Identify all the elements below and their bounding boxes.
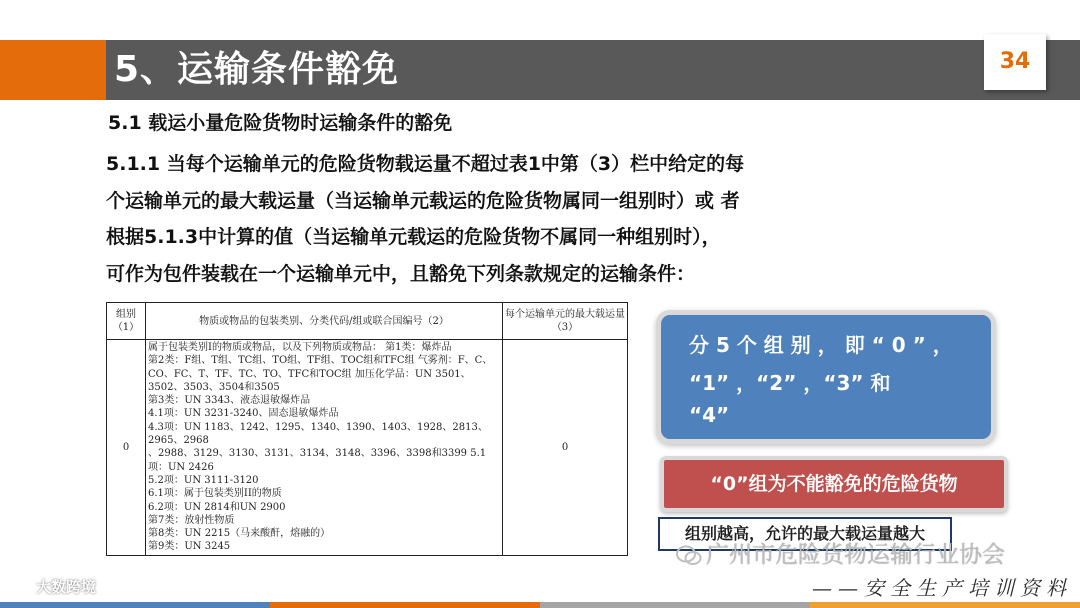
page-number-badge: 34 [984, 34, 1046, 90]
paragraph-line: 5.1.1 当每个运输单元的危险货物载运量不超过表1中第（3）栏中给定的每 [106, 153, 745, 175]
substance-item: 第3类：UN 3343、液态退敏爆炸品 [148, 395, 311, 407]
slide-title: 5、运输条件豁免 [114, 49, 400, 90]
paragraph-line: 根据5.1.3中计算的值（当运输单元载运的危险货物不属同一种组别时）， [106, 226, 721, 248]
paragraph-line: 个运输单元的最大载运量（当运输单元载运的危险货物属同一组别时）或 者 [106, 189, 740, 212]
cell-substances [146, 340, 503, 556]
header-group: 组别（1） [107, 303, 146, 340]
substance-item: 、2988、3129、3130、3131、3134、3148、3396、3398和3399 5.1项：UN 2426 [148, 448, 487, 473]
higher-group-note: 组别越高，允许的最大载运量越大 [658, 517, 952, 551]
header-substances: 物质或物品的包装类别、分类代码/组或联合国编号（2） [146, 303, 503, 340]
substance-item: 第9类：UN 3245 [148, 541, 231, 553]
substance-item: 5.2项：UN 3111-3120 [148, 474, 259, 486]
exemption-table [106, 302, 628, 556]
header-max-quantity: 每个运输单元的最大载运量（3） [503, 303, 628, 340]
platform-name: 大数跨境 [36, 578, 97, 596]
section-subheading: 5.1 载运小量危险货物时运输条件的豁免 [108, 112, 453, 134]
substance-item: 6.1项：属于包装类别II的物质 [148, 488, 282, 500]
cell-max-quantity: 0 [503, 340, 628, 556]
substance-item: 属于包装类别I的物质或物品，以及下列物质或物品： 第1类：爆炸品 [148, 342, 452, 353]
substance-item: 第2类：F组、T组、TC组、TO组、TF组、TOC组和TFC组 气雾剂：F、C、CO、FC、T、TF、TC、TO、TFC和TOC组 加压化学品：UN 3501、3502、3503、3504和3505 [148, 355, 493, 393]
group-zero-callout: “0”组为不能豁免的危险货物 [660, 456, 1008, 512]
footer-strip-amber [810, 602, 1080, 608]
footer-strip-orange [270, 602, 540, 608]
groups-callout-line: “4” [689, 403, 730, 427]
wechat-icon [676, 545, 702, 567]
groups-callout [656, 310, 996, 444]
association-watermark [676, 536, 1005, 569]
substance-item: 第7类：放射性物质 [148, 514, 235, 526]
cell-group: 0 [107, 340, 146, 556]
paragraph-line: 可作为包件装载在一个运输单元中，且豁免下列条款规定的运输条件： [106, 262, 696, 285]
platform-logo-icon [8, 578, 36, 598]
substance-item: 第8类：UN 2215（马来酸酐，熔融的） [148, 528, 331, 540]
substance-item: 6.2项：UN 2814和UN 2900 [148, 501, 286, 513]
groups-callout-line: 分 5 个 组 别 ， 即 “ 0 ” ， [689, 333, 953, 357]
footer-strip-gray [540, 602, 810, 608]
footer-strip-blue [0, 602, 270, 608]
association-name: 广州市危险货物运输行业协会 [706, 542, 1005, 568]
series-caption: ——安全生产培训资料 [812, 576, 1072, 600]
table-row [107, 340, 628, 556]
platform-watermark [8, 576, 96, 598]
substance-item: 4.3项：UN 1183、1242、1295、1340、1390、1403、1928、2813、2965、2968 [148, 421, 488, 447]
table-header-row [107, 303, 628, 340]
title-accent-block [0, 40, 106, 100]
clause-paragraph [106, 146, 876, 292]
groups-callout-line: “1” ，“2” ，“3” 和 [689, 371, 891, 395]
substance-item: 4.1项：UN 3231-3240、固态退敏爆炸品 [148, 408, 339, 420]
